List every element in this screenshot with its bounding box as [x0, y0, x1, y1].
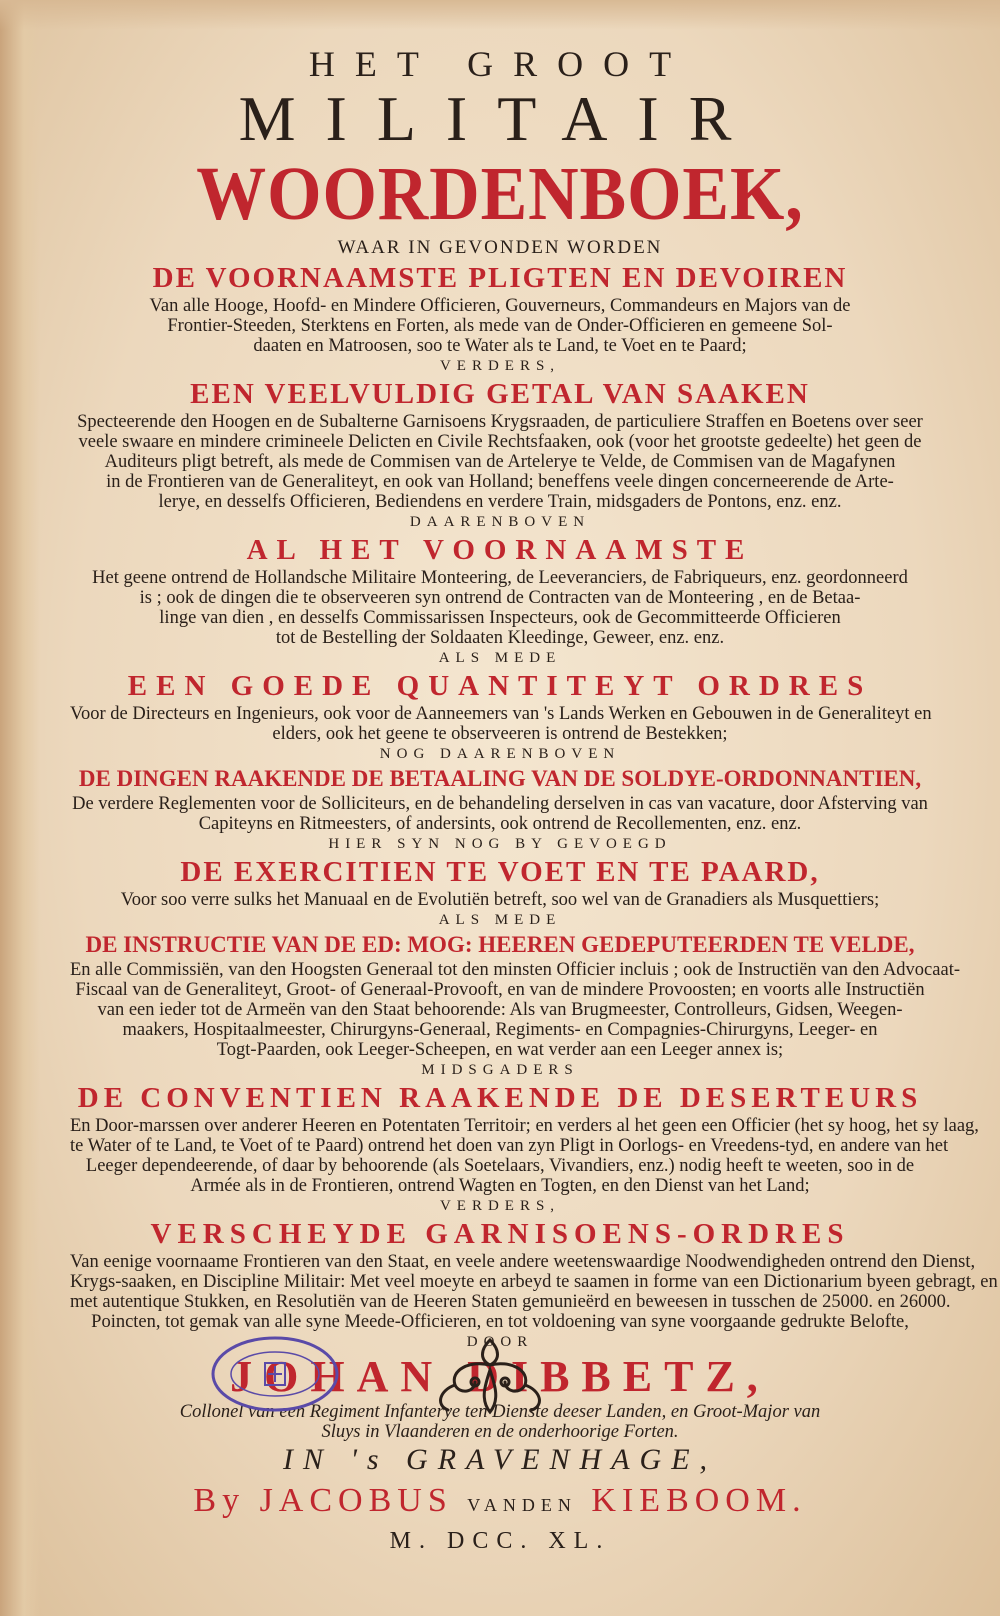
imprint: [70, 1440, 930, 1556]
imprint-name-c: KIEBOOM.: [591, 1482, 807, 1519]
ornament-fleuron-icon: [420, 1330, 560, 1420]
para7-line: maakers, Hospitaalmeester, Chirurgyns-Generaal, Regiments- en Compagnies-Chirurgyns, Leeger- en: [122, 1020, 878, 1040]
heading-soldye: DE DINGEN RAAKENDE DE BETAALING VAN DE SOLDYE-ORDONNANTIEN,: [78, 766, 922, 791]
para3-line: linge van dien , en desselfs Commissarissen Inspecteurs, ook de Gecommitteerde Officieren: [159, 608, 841, 628]
imprint-name-a: JACOBUS: [259, 1482, 453, 1519]
page-edge-left: [0, 0, 40, 1616]
conjunction-door: DOOR: [466, 1334, 534, 1350]
para2-line: lerye, en desselfs Officieren, Bediendens en verdere Train, midsgaders de Pontons, enz. enz.: [158, 492, 842, 512]
heading-instructie: DE INSTRUCTIE VAN DE ED: MOG: HEEREN GEDEPUTEERDEN TE VELDE,: [85, 932, 915, 957]
conjunction-als-mede: ALS MEDE: [438, 650, 562, 666]
heading-voornaamste: AL HET VOORNAAMSTE: [246, 534, 754, 566]
para9-line: Krygs-saaken, en Discipline Militair: Met veel moeyte en arbeyd te saamen in forme van een Dictionarium byeen gebragt, en: [70, 1272, 998, 1292]
conjunction-daarenboven: DAARENBOVEN: [409, 514, 591, 530]
para2-line: Auditeurs pligt betreft, als mede de Commisen van de Artelerye te Velde, de Commisen van de Magafynen: [104, 452, 896, 472]
para2-line: Specteerende den Hoogen en de Subalterne Garnisoens Krygsraaden, de particuliere Straffen en Boetens over seer: [77, 412, 923, 432]
page-edge-top: [0, 0, 1000, 30]
title-line-militair: MILITAIR: [238, 83, 762, 154]
para9-line: Van eenige voornaame Frontieren van den Staat, en veele andere weetenswaardige Noodwendigheden ontrend den Dienst,: [70, 1252, 976, 1272]
title-content: [70, 42, 998, 1442]
heading-saaken: EEN VEELVULDIG GETAL VAN SAAKEN: [190, 378, 810, 410]
imprint-publisher: [70, 1480, 930, 1526]
para7-line: Togt-Paarden, ook Leeger-Scheepen, en wat verder aan een Leeger annex is;: [216, 1040, 784, 1060]
conjunction-hier-syn: HIER SYN NOG BY GEVOEGD: [328, 836, 672, 852]
para7-line: Fiscaal van de Generaliteyt, Groot- of Generaal-Provooft, en van de mindere Provoosten; en voorts alle Instructiën: [75, 980, 925, 1000]
para3-line: Het geene ontrend de Hollandsche Militaire Monteering, de Leeveranciers, de Fabriqueurs, enz. geordonneerd: [92, 568, 908, 588]
para8-line: Armée als in de Frontieren, ontrend Wagten en Togten, en den Dienst van het Land;: [190, 1176, 810, 1196]
conjunction-verders: VERDERS,: [439, 358, 561, 374]
para8-line: te Water of te Land, te Voet of te Paard) ontrend het doen van zyn Pligt in Oorlogs- en Vreedens-tyd, en andere van het: [70, 1136, 949, 1156]
subtitle-line: WAAR IN GEVONDEN WORDEN: [337, 237, 663, 258]
title-line-woordenboek: WOORDENBOEK,: [196, 152, 804, 236]
para1-line: daaten en Matroosen, soo te Water als te Land, te Voet en te Paard;: [253, 336, 747, 356]
para2-line: in de Frontieren van de Generaliteyt, en ook van Holland; beneffens veele dingen concerneerende de Arte-: [106, 472, 894, 492]
imprint-by: By: [193, 1482, 246, 1519]
title-line-het-groot: HET GROOT: [308, 44, 692, 84]
para1-line: Van alle Hooge, Hoofd- en Mindere Officieren, Gouverneurs, Commandeurs en Majors van de: [149, 296, 851, 316]
para3-line: is ; ook de dingen die te observeeren syn ontrend de Contracten van de Monteering , en de Betaa-: [139, 588, 861, 608]
conjunction-verders-2: VERDERS,: [439, 1198, 561, 1214]
para8-line: En Door-marssen over anderer Heeren en Potentaten Territoir; en verders al het geen een Officier (het sy hoog, het sy laag,: [70, 1116, 979, 1136]
conjunction-midsgaders: MIDSGADERS: [421, 1062, 579, 1078]
para7-line: van een ieder tot de Armeën van den Staat behoorende: Als van Brugmeester, Controlleurs, Gidsen, Weegen-: [97, 1000, 903, 1020]
imprint-place: IN 's GRAVENHAGE,: [282, 1443, 718, 1476]
para5-line: De verdere Reglementen voor de Solliciteurs, en de behandeling derselven in cas van vacature, door Afsterving van: [72, 794, 928, 814]
para5-line: Capiteyns en Ritmeesters, of andersints, ook ontrend de Recollementen, enz. enz.: [198, 814, 802, 834]
author-name: JOHAN DIBBETZ,: [230, 1352, 770, 1401]
library-stamp-icon: [210, 1335, 340, 1413]
imprint-name-b: VANDEN: [467, 1495, 577, 1515]
para6-line: Voor soo verre sulks het Manuaal en de Evolutiën betreft, soo wel van de Granadiers als Musquettiers;: [120, 890, 880, 910]
para1-line: Frontier-Steeden, Sterktens en Forten, als mede van de Onder-Officieren en gemeene Sol-: [167, 316, 833, 336]
para4-line: elders, ook het geene te observeeren is ontrend de Bestekken;: [272, 724, 728, 744]
conjunction-nog-daarenboven: NOG DAARENBOVEN: [379, 746, 621, 762]
para3-line: tot de Bestelling der Soldaaten Kleedinge, Geweer, enz. enz.: [275, 628, 725, 648]
para2-line: veele swaare en mindere crimineele Delicten en Civile Rechtsfaaken, ook (voor het grootste gedeelte) het geen de: [78, 432, 922, 452]
para7-line: En alle Commissiën, van den Hoogsten Generaal tot den minsten Officier incluis ; ook de Instructiën van den Advocaat-: [70, 960, 960, 980]
heading-deserteurs: DE CONVENTIEN RAAKENDE DE DESERTEURS: [77, 1082, 923, 1114]
imprint-year: M. DCC. XL.: [389, 1528, 611, 1554]
author-description-line: Collonel van een Regiment Infanterye ten Dienste deeser Landen, en Groot-Major van: [179, 1402, 821, 1422]
heading-exercitien: DE EXERCITIEN TE VOET EN TE PAARD,: [180, 856, 820, 888]
para9-line: Poincten, tot gemak van alle syne Meede-Officieren, en tot voldoening van syne voorgaande gedrukte Belofte,: [91, 1312, 909, 1332]
para8-line: Leeger dependeerende, of daar by behoorende (als Soetelaars, Vivandiers, enz.) nodig heeft te weeten, soo in de: [85, 1156, 915, 1176]
author-description-line: Sluys in Vlaanderen en de onderhoorige Forten.: [321, 1422, 679, 1442]
heading-ordres: EEN GOEDE QUANTITEYT ORDRES: [127, 670, 873, 702]
conjunction-als-mede-2: ALS MEDE: [438, 912, 562, 928]
para4-line: Voor de Directeurs en Ingenieurs, ook voor de Aanneemers van 's Lands Werken en Gebouwen in de Generaliteyt en: [70, 704, 932, 724]
heading-garnisoens: VERSCHEYDE GARNISOENS-ORDRES: [150, 1218, 850, 1250]
para9-line: met autentique Stukken, en Resolutiën van de Heeren Staten gemunieërd en beweesen in tusschen de 25000. en 26000.: [70, 1292, 951, 1312]
heading-pligten: DE VOORNAAMSTE PLIGTEN EN DEVOIREN: [152, 262, 848, 294]
